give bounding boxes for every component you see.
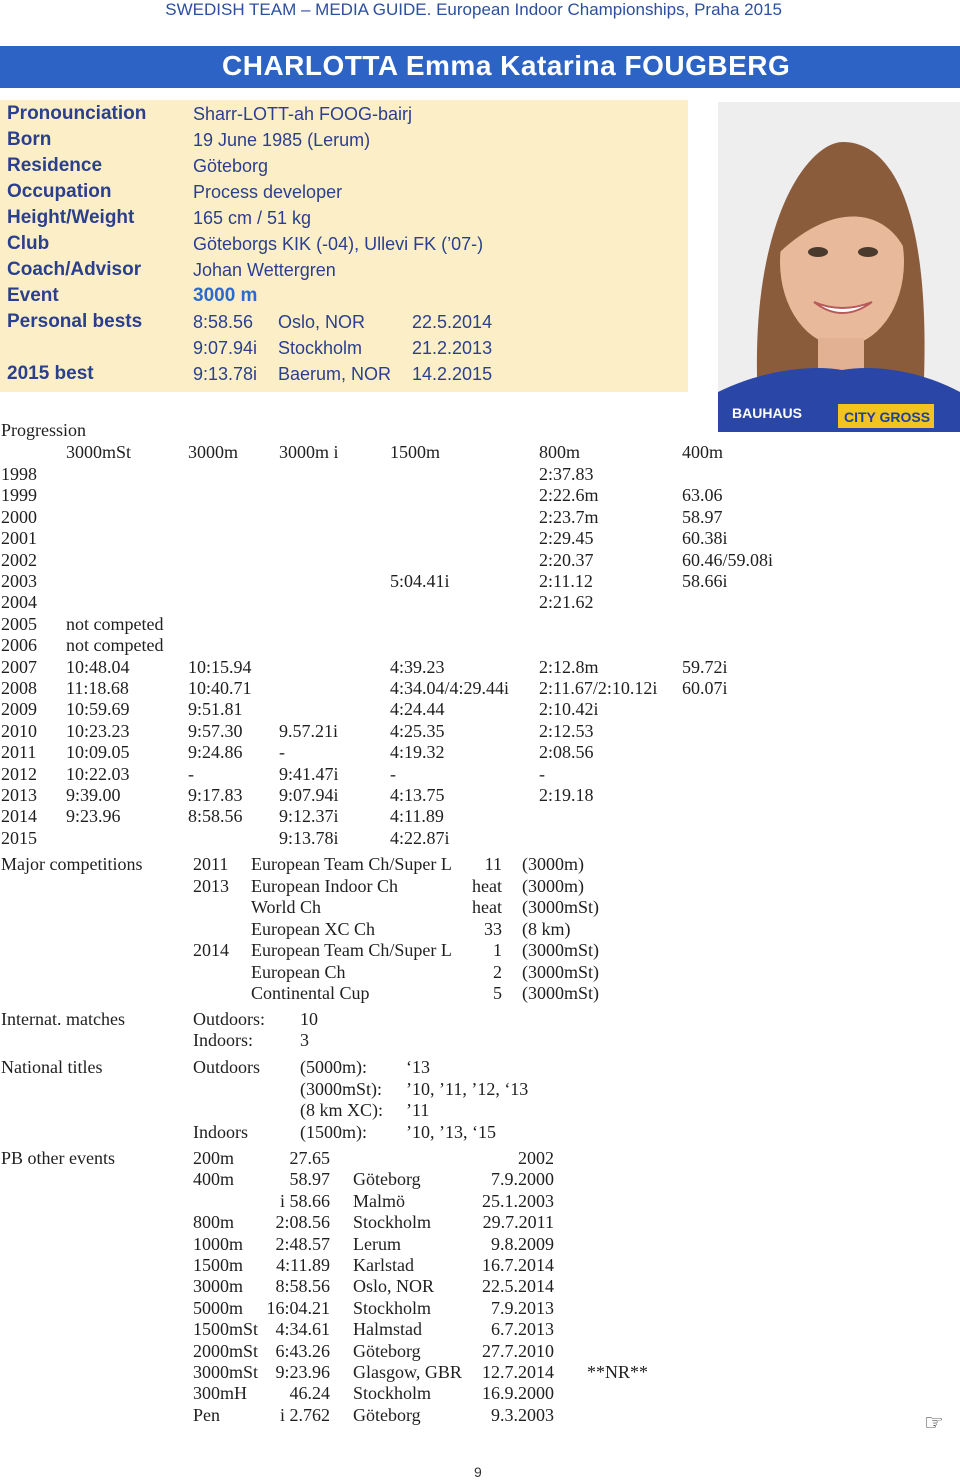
- progression-cell: 2:12.8m: [539, 656, 599, 677]
- pb-result: 6:43.26: [275, 1340, 330, 1361]
- value-coach: Johan Wettergren: [193, 260, 336, 280]
- pb-date: 29.7.2011: [482, 1212, 554, 1233]
- progression-cell: 4:39.23: [390, 656, 445, 677]
- photo-logo-bauhaus: BAUHAUS: [732, 405, 802, 421]
- competition-place: 1: [493, 940, 502, 960]
- progression-cell: 4:25.35: [390, 720, 445, 741]
- progression-cell: 11:18.68: [66, 678, 129, 698]
- progression-cell: 10:59.69: [66, 699, 130, 720]
- pb-result: 46.24: [289, 1383, 330, 1404]
- progression-cell: 10:09.05: [66, 742, 130, 763]
- value-pronounciation: Sharr-LOTT-ah FOOG-bairj: [193, 104, 413, 124]
- progression-year: 2011: [1, 742, 37, 763]
- competition-name: European Team Ch/Super L: [251, 940, 452, 960]
- pb-event: Pen: [193, 1404, 220, 1425]
- pb-result: 8:58.56: [275, 1276, 330, 1297]
- progression-cell: 10:40.71: [188, 678, 252, 698]
- progression-cell: 60.38i: [682, 528, 728, 549]
- progression-year: 2001: [1, 528, 37, 549]
- pb-place: Karlstad: [353, 1255, 414, 1275]
- label-club: Club: [7, 233, 50, 254]
- progression-year: 2015: [1, 827, 37, 848]
- progression-cell: -: [188, 763, 194, 784]
- pb-result: 4:34.61: [275, 1319, 330, 1340]
- photo-logo-citygross: CITY GROSS: [844, 409, 931, 425]
- progression-cell: 9:41.47i: [279, 763, 339, 784]
- progression-year: 2010: [1, 720, 37, 741]
- pb-place: Göteborg: [353, 1404, 421, 1425]
- progression-cell: 60.46/59.08i: [682, 549, 774, 570]
- progression-col-header: 3000m i: [279, 442, 339, 462]
- progression-cell: 10:23.23: [66, 720, 130, 741]
- competition-event: (3000mSt): [522, 983, 600, 1003]
- progression-cell: 4:22.87i: [390, 827, 450, 848]
- competition-place: 11: [484, 854, 502, 874]
- value-residence: Göteborg: [193, 156, 269, 176]
- competition-place: 33: [484, 918, 502, 939]
- progression-cell: 9:13.78i: [279, 827, 339, 848]
- progression-col-header: 3000m: [188, 442, 239, 462]
- pb-result: 58.97: [289, 1169, 330, 1190]
- progression-cell: 9:51.81: [188, 699, 243, 720]
- progression-cell: 4:34.04/4:29.44i: [390, 678, 510, 698]
- progression-cell: 2:22.6m: [539, 485, 599, 506]
- competition-name: European Indoor Ch: [251, 875, 398, 896]
- pb-event: 1500mSt: [193, 1319, 259, 1340]
- pb-place: Stockholm: [278, 338, 363, 358]
- competition-year: 2013: [193, 875, 229, 896]
- pb-date: 16.7.2014: [482, 1255, 554, 1275]
- progression-year: 2005: [1, 613, 37, 634]
- title-years: ’11: [406, 1100, 430, 1120]
- progression-year: 2008: [1, 678, 37, 698]
- progression-cell: 8:58.56: [188, 806, 243, 827]
- matches-count: 3: [300, 1030, 309, 1050]
- competition-place: heat: [472, 875, 502, 896]
- label-personal-bests: Personal bests: [7, 311, 143, 332]
- competition-name: European XC Ch: [251, 918, 375, 939]
- competition-event: (3000mSt): [522, 897, 600, 917]
- progression-cell: 2:08.56: [539, 742, 594, 763]
- page-header: [0, 0, 960, 40]
- pb-result: 16:04.21: [266, 1297, 330, 1318]
- progression-year: 1998: [1, 464, 37, 484]
- progression-cell: -: [279, 742, 285, 763]
- progression-cell: 2:23.7m: [539, 506, 599, 527]
- pb-date: 27.7.2010: [482, 1340, 554, 1361]
- pb-date: 25.1.2003: [482, 1190, 554, 1211]
- label-residence: Residence: [7, 155, 103, 176]
- competition-year: 2014: [193, 940, 229, 960]
- progression-cell: 9:17.83: [188, 785, 243, 805]
- pb-place: Göteborg: [353, 1340, 421, 1361]
- progression-year: 2009: [1, 699, 37, 720]
- progression-col-header: 3000mSt: [66, 442, 132, 462]
- pb-date: 9.3.2003: [491, 1404, 554, 1425]
- progression-year: 2012: [1, 763, 37, 784]
- title-years: ‘13: [406, 1057, 430, 1077]
- pb-result: 27.65: [289, 1148, 330, 1168]
- progression-cell: 9.57.21i: [279, 720, 339, 741]
- pb-place: Glasgow, GBR: [353, 1362, 462, 1382]
- value-event: 3000 m: [193, 285, 258, 306]
- progression-cell: 9:23.96: [66, 806, 121, 827]
- progression-cell: 4:19.32: [390, 742, 445, 763]
- pb-date: 7.9.2000: [491, 1169, 554, 1190]
- pb-event: 2000mSt: [193, 1340, 259, 1361]
- athlete-portrait-graphic: [718, 102, 960, 432]
- athlete-name: CHARLOTTA Emma Katarina FOUGBERG: [222, 50, 791, 81]
- progression-year: 2002: [1, 549, 37, 570]
- matches-type: Indoors:: [193, 1030, 253, 1050]
- progression-year: 2014: [1, 806, 37, 827]
- competition-event: (3000m): [522, 875, 584, 896]
- pb-place: Stockholm: [353, 1297, 432, 1318]
- matches-count: 10: [300, 1009, 318, 1029]
- pb-note: **NR**: [587, 1362, 649, 1382]
- pb-place: Stockholm: [353, 1212, 432, 1233]
- pb-result: i 58.66: [279, 1190, 330, 1211]
- matches-type: Outdoors:: [193, 1009, 265, 1029]
- title-type: Outdoors: [193, 1057, 260, 1077]
- pb-place: Lerum: [353, 1233, 401, 1254]
- sb-date: 14.2.2015: [412, 364, 493, 384]
- title-event: (1500m):: [300, 1121, 367, 1142]
- label-height-weight: Height/Weight: [7, 207, 135, 228]
- value-club: Göteborgs KIK (-04), Ullevi FK (’07-): [193, 234, 484, 254]
- international-matches-label: Internat. matches: [1, 1009, 125, 1029]
- pb-date: 7.9.2013: [491, 1297, 554, 1318]
- pb-date: 12.7.2014: [482, 1362, 554, 1382]
- pb-event: 3000mSt: [193, 1362, 259, 1382]
- progression-cell: 4:13.75: [390, 785, 445, 805]
- progression-cell: 2:11.67/2:10.12i: [539, 678, 658, 698]
- pb-result: 2:48.57: [275, 1233, 330, 1254]
- athlete-info-box: [0, 100, 688, 392]
- competition-event: (3000m): [522, 854, 584, 874]
- progression-col-header: 1500m: [390, 442, 441, 462]
- pb-date: 16.9.2000: [482, 1383, 554, 1404]
- pb-date: 22.5.2014: [412, 312, 493, 332]
- progression-year: 2013: [1, 785, 37, 805]
- pb-event: 5000m: [193, 1297, 244, 1318]
- progression-cell: 2:19.18: [539, 785, 594, 805]
- label-event: Event: [7, 285, 59, 306]
- progression-year: 1999: [1, 485, 37, 506]
- competition-event: (8 km): [522, 918, 571, 939]
- pb-event: 400m: [193, 1169, 235, 1190]
- progression-cell: 4:24.44: [390, 699, 445, 720]
- progression-cell: not competed: [66, 613, 164, 634]
- progression-cell: 10:22.03: [66, 763, 130, 784]
- pb-date: 22.5.2014: [482, 1276, 554, 1297]
- competition-name: World Ch: [251, 897, 322, 917]
- progression-cell: 2:29.45: [539, 528, 594, 549]
- progression-cell: 9:24.86: [188, 742, 243, 763]
- progression-cell: 4:11.89: [390, 806, 444, 827]
- progression-cell: -: [539, 763, 545, 784]
- progression-cell: not competed: [66, 635, 164, 656]
- progression-cell: 2:11.12: [539, 571, 593, 591]
- progression-cell: 5:04.41i: [390, 571, 450, 591]
- pb-result: 9:23.96: [275, 1362, 330, 1382]
- label-season-best: 2015 best: [7, 363, 94, 384]
- progression-year: 2000: [1, 506, 37, 527]
- pb-result: i 2.762: [279, 1404, 330, 1425]
- pb-time: 8:58.56: [193, 312, 254, 332]
- pb-place: Stockholm: [353, 1383, 432, 1404]
- header-title: SWEDISH TEAM – MEDIA GUIDE. European Indoor Championships, Praha 2015: [165, 0, 782, 19]
- label-pronounciation: Pronounciation: [7, 103, 147, 124]
- pointing-hand-icon: ☞: [924, 1410, 944, 1435]
- pb-event: 3000m: [193, 1276, 244, 1297]
- athlete-name-bar: [0, 46, 960, 88]
- progression-cell: 10:15.94: [188, 656, 252, 677]
- value-born: 19 June 1985 (Lerum): [193, 130, 371, 150]
- title-event: (3000mSt):: [300, 1078, 383, 1099]
- pb-place: Halmstad: [353, 1319, 422, 1340]
- pb-place: Oslo, NOR: [278, 312, 366, 332]
- label-born: Born: [7, 129, 52, 150]
- progression-cell: 9:57.30: [188, 720, 243, 741]
- label-occupation: Occupation: [7, 181, 112, 202]
- sb-place: Baerum, NOR: [278, 364, 392, 384]
- pb-place: Oslo, NOR: [353, 1276, 435, 1297]
- competition-name: European Ch: [251, 961, 346, 982]
- progression-cell: -: [390, 763, 396, 784]
- progression-year: 2006: [1, 635, 37, 656]
- pb-event: 1500m: [193, 1255, 244, 1275]
- competition-place: 2: [493, 961, 502, 982]
- pb-event: 300mH: [193, 1383, 247, 1404]
- pb-time: 9:07.94i: [193, 338, 258, 358]
- competition-name: European Team Ch/Super L: [251, 854, 452, 874]
- pb-other-events-label: PB other events: [1, 1148, 115, 1168]
- progression-cell: 9:12.37i: [279, 806, 339, 827]
- pb-event: 200m: [193, 1148, 235, 1168]
- progression-cell: 9:07.94i: [279, 785, 339, 805]
- progression-cell: 9:39.00: [66, 785, 121, 805]
- pb-event: 800m: [193, 1212, 235, 1233]
- progression-cell: 2:20.37: [539, 549, 594, 570]
- pb-date: 6.7.2013: [491, 1319, 554, 1340]
- pb-place: Göteborg: [353, 1169, 421, 1190]
- competition-place: 5: [493, 983, 502, 1003]
- pb-event: 1000m: [193, 1233, 244, 1254]
- progression-year: 2004: [1, 592, 37, 613]
- pb-date: 2002: [518, 1148, 554, 1168]
- progression-year: 2007: [1, 656, 37, 677]
- progression-cell: 63.06: [682, 485, 723, 506]
- progression-cell: 10:48.04: [66, 656, 130, 677]
- title-years: ’10, ’11, ’12, ‘13: [406, 1078, 529, 1099]
- value-occupation: Process developer: [193, 182, 343, 202]
- progression-cell: 2:10.42i: [539, 699, 599, 720]
- pb-date: 9.8.2009: [491, 1233, 554, 1254]
- competition-year: 2011: [193, 854, 229, 874]
- progression-cell: 58.97: [682, 506, 723, 527]
- national-titles-label: National titles: [1, 1057, 103, 1077]
- pb-date: 21.2.2013: [412, 338, 493, 358]
- pb-result: 4:11.89: [276, 1255, 330, 1275]
- athlete-photo: [718, 102, 960, 432]
- progression-cell: 60.07i: [682, 678, 728, 698]
- competition-event: (3000mSt): [522, 940, 600, 960]
- progression-cell: 2:12.53: [539, 720, 594, 741]
- title-type: Indoors: [193, 1121, 248, 1142]
- progression-cell: 58.66i: [682, 571, 728, 591]
- progression-cell: 2:21.62: [539, 592, 594, 613]
- progression-col-header: 800m: [539, 442, 581, 462]
- title-event: (8 km XC):: [300, 1100, 383, 1120]
- pb-result: 2:08.56: [275, 1212, 330, 1233]
- progression-year: 2003: [1, 571, 37, 591]
- pb-place: Malmö: [353, 1190, 405, 1211]
- major-competitions-label: Major competitions: [1, 854, 143, 874]
- value-height-weight: 165 cm / 51 kg: [193, 208, 312, 228]
- progression-cell: 2:37.83: [539, 464, 594, 484]
- competition-event: (3000mSt): [522, 961, 600, 982]
- progression-cell: 59.72i: [682, 656, 728, 677]
- title-years: ’10, ’13, ‘15: [406, 1121, 496, 1142]
- label-coach: Coach/Advisor: [7, 259, 142, 280]
- competition-place: heat: [472, 897, 502, 917]
- sb-time: 9:13.78i: [193, 364, 258, 384]
- page-number: 9: [474, 1464, 482, 1480]
- competition-name: Continental Cup: [251, 983, 370, 1003]
- progression-title: Progression: [1, 420, 86, 440]
- progression-col-header: 400m: [682, 442, 724, 462]
- title-event: (5000m):: [300, 1057, 367, 1077]
